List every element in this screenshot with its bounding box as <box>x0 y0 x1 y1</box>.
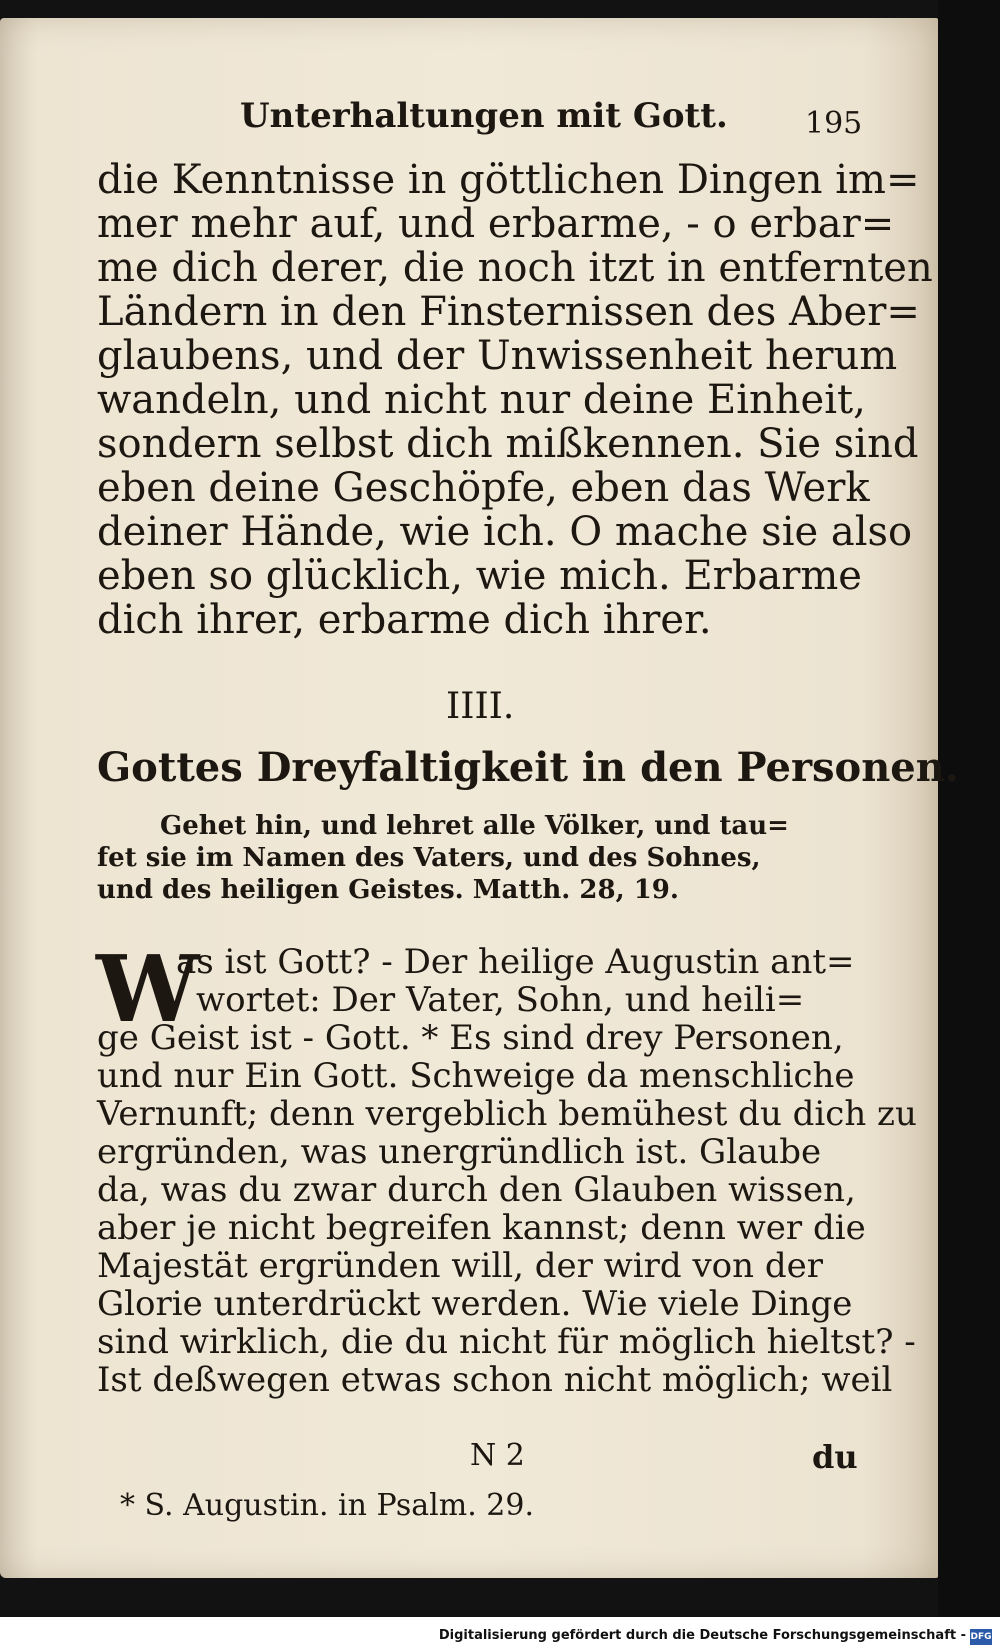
top-paragraph-line-7: sondern selbst dich mißkennen. Sie sind <box>97 421 919 467</box>
main-paragraph-line-9: Majestät ergründen will, der wird von der <box>97 1246 823 1286</box>
main-paragraph-line-8: aber je nicht begreifen kannst; denn wer die <box>97 1208 866 1248</box>
top-paragraph-line-2: mer mehr auf, und erbarme, - o erbar= <box>97 201 895 247</box>
top-paragraph-line-5: glaubens, und der Unwissenheit herum <box>97 333 898 379</box>
digitization-note: Digitalisierung gefördert durch die Deutsche Forschungsgemeinschaft - <box>438 1628 966 1643</box>
main-paragraph-line-2: wortet: Der Vater, Sohn, und heili= <box>196 980 805 1020</box>
digitization-footer <box>0 1617 1000 1651</box>
main-paragraph-line-5: Vernunft; denn vergeblich bemühest du dich zu <box>97 1094 917 1134</box>
main-paragraph-line-12: Ist deßwegen etwas schon nicht möglich; weil <box>97 1360 893 1400</box>
motto-line-2: fet sie im Namen des Vaters, und des Sohnes, <box>97 843 761 873</box>
top-paragraph-line-11: dich ihrer, erbarme dich ihrer. <box>97 597 712 643</box>
book-page <box>0 18 959 1578</box>
scan-background-edge <box>938 0 1000 1651</box>
motto-line-3: und des heiligen Geistes. Matth. 28, 19. <box>97 875 679 905</box>
page-number: 195 <box>805 106 863 141</box>
main-paragraph-line-1: as ist Gott? - Der heilige Augustin ant= <box>176 942 855 982</box>
top-paragraph-line-1: die Kenntnisse in göttlichen Dingen im= <box>97 157 920 203</box>
top-paragraph-line-10: eben so glücklich, wie mich. Erbarme <box>97 553 862 599</box>
top-paragraph-line-6: wandeln, und nicht nur deine Einheit, <box>97 377 866 423</box>
section-title: Gottes Dreyfaltigkeit in den Personen. <box>97 744 959 791</box>
running-head: Unterhaltungen mit Gott. <box>240 96 728 136</box>
motto-line-1: Gehet hin, und lehret alle Völker, und tau= <box>160 811 789 841</box>
footnote: * S. Augustin. in Psalm. 29. <box>120 1488 534 1523</box>
top-paragraph-line-8: eben deine Geschöpfe, eben das Werk <box>97 465 870 511</box>
dfg-logo: DFG <box>970 1629 992 1645</box>
top-paragraph-line-9: deiner Hände, wie ich. O mache sie also <box>97 509 913 555</box>
main-paragraph-line-7: da, was du zwar durch den Glauben wissen, <box>97 1170 856 1210</box>
top-paragraph-line-4: Ländern in den Finsternissen des Aber= <box>97 289 920 335</box>
drop-cap: W <box>96 935 200 1043</box>
catchword: du <box>812 1438 858 1476</box>
main-paragraph-line-11: sind wirklich, die du nicht für möglich hieltst? - <box>97 1322 916 1362</box>
section-number: IIII. <box>446 686 515 727</box>
main-paragraph-line-3: ge Geist ist - Gott. * Es sind drey Personen, <box>97 1018 844 1058</box>
main-paragraph-line-6: ergründen, was unergründlich ist. Glaube <box>97 1132 822 1172</box>
main-paragraph-line-10: Glorie unterdrückt werden. Wie viele Dinge <box>97 1284 853 1324</box>
signature-mark: N 2 <box>470 1438 525 1473</box>
top-paragraph-line-3: me dich derer, die noch itzt in entfernten <box>97 245 933 291</box>
main-paragraph-line-4: und nur Ein Gott. Schweige da menschliche <box>97 1056 855 1096</box>
